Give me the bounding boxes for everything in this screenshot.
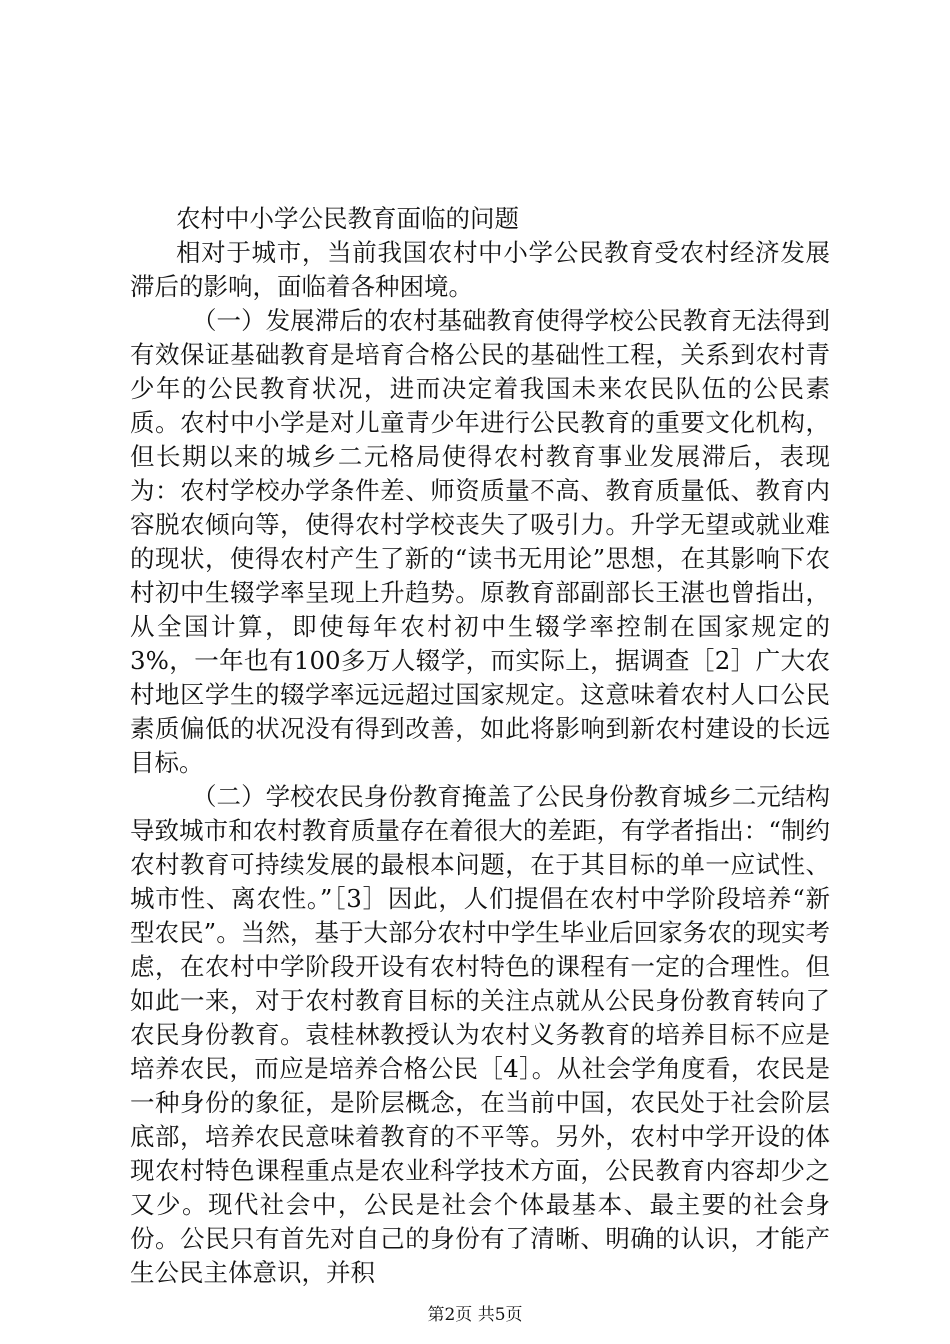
paragraph-section-2: （二）学校农民身份教育掩盖了公民身份教育城乡二元结构导致城市和农村教育质量存在着很大的差距，有学者指出：“制约农村教育可持续发展的最根本问题，在于其目标的单一应试性、城市性、离农性。”［3］因此，人们提倡在农村中学阶段培养“新型农民”。当然，基于大部分农村中学生毕业后回家务农的现实考虑，在农村中学阶段开设有农村特色的课程有一定的合理性。但如此一来，对于农村教育目标的关注点就从公民身份教育转向了农民身份教育。袁桂林教授认为农村义务教育的培养目标不应是培养农民，而应是培养合格公民［4］。从社会学角度看，农民是一种身份的象征，是阶层概念，在当前中国，农民处于社会阶层底部，培养农民意味着教育的不平等。另外，农村中学开设的体现农村特色课程重点是农业科学技术方面，公民教育内容却少之又少。现代社会中，公民是社会个体最基本、最主要的社会身份。公民只有首先对自己的身份有了清晰、明确的认识，才能产生公民主体意识，并积 [130, 782, 830, 1287]
section-heading: 农村中小学公民教育面临的问题 [176, 204, 519, 233]
page-footer: 第2页 共5页 [427, 1305, 523, 1325]
paragraph-intro: 相对于城市，当前我国农村中小学公民教育受农村经济发展滞后的影响，面临着各种困境。 [130, 238, 830, 301]
document-body [130, 202, 830, 1290]
paragraph-section-1: （一）发展滞后的农村基础教育使得学校公民教育无法得到有效保证基础教育是培育合格公民的基础性工程，关系到农村青少年的公民教育状况，进而决定着我国未来农民队伍的公民素质。农村中小学是对儿童青少年进行公民教育的重要文化机构，但长期以来的城乡二元格局使得农村教育事业发展滞后，表现为：农村学校办学条件差、师资质量不高、教育质量低、教育内容脱农倾向等，使得农村学校丧失了吸引力。升学无望或就业难的现状，使得农村产生了新的“读书无用论”思想，在其影响下农村初中生辍学率呈现上升趋势。原教育部副部长王湛也曾指出，从全国计算，即使每年农村初中生辍学率控制在国家规定的3%，一年也有100多万人辍学，而实际上，据调查［2］广大农村地区学生的辍学率远远超过国家规定。这意味着农村人口公民素质偏低的状况没有得到改善，如此将影响到新农村建设的长远目标。 [130, 306, 830, 777]
